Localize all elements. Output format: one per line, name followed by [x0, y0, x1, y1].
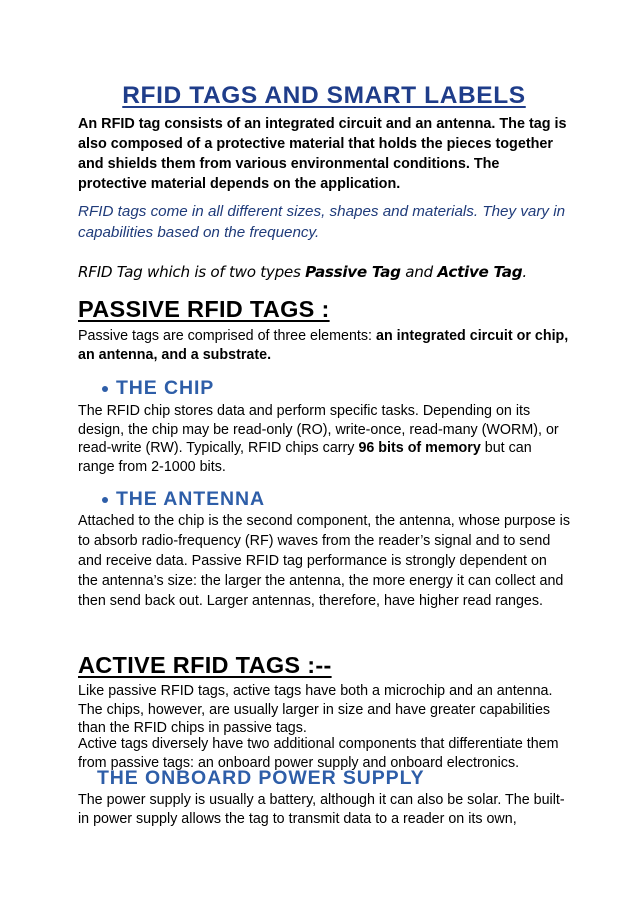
power-supply-paragraph: The power supply is usually a battery, although it can also be solar. The built-in power supply allows the tag to transmit data to a reader on its own, [78, 792, 565, 827]
types-middle: and [400, 263, 438, 281]
intro-paragraph: An RFID tag consists of an integrated circuit and an antenna. The tag is also composed of a protective material that holds the pieces together and shields them from various environmental conditions. The protective material depends on the application. [78, 116, 567, 192]
chip-text-1: The RFID chip stores data and perform specific tasks. Depending on its design, the chip may be read-only (RO), write-once, read-many (WORM), or read-write (RW). Typically, RFID chips carry [78, 403, 559, 456]
chip-text-2: but can range from 2-1000 bits. [78, 440, 532, 475]
types-active: Active Tag [437, 263, 523, 281]
chip-bullet-icon [102, 386, 108, 392]
passive-intro-bold: an integrated circuit or chip, an antenna, and a substrate. [78, 328, 569, 363]
passive-heading: PASSIVE RFID TAGS : [78, 296, 330, 322]
page-title: RFID TAGS AND SMART LABELS [122, 82, 526, 109]
passive-intro-plain: Passive tags are comprised of three elements: [78, 328, 376, 344]
active-paragraph-1: Like passive RFID tags, active tags have both a microchip and an antenna. The chips, however, are usually larger in size and have greater capabilities than the RFID chips in passive tags. [78, 683, 553, 736]
chip-paragraph [78, 402, 570, 476]
tag-types-line [78, 263, 568, 281]
active-heading: ACTIVE RFID TAGS :-- [78, 652, 332, 678]
passive-intro [78, 327, 570, 364]
types-suffix: . [522, 263, 527, 281]
chip-heading: THE CHIP [116, 377, 215, 399]
antenna-paragraph: Attached to the chip is the second component, the antenna, whose purpose is to absorb radio-frequency (RF) waves from the reader’s signal and to send and receive data. Passive RFID tag performance is strongly dependent on the antenna’s size: the larger the antenna, the more energy it can collect and then send back out. Larger antennas, therefore, have higher read ranges. [78, 513, 570, 609]
chip-text-bold: 96 bits of memory [358, 440, 481, 456]
italic-note: RFID tags come in all different sizes, shapes and materials. They vary in capabilities based on the frequency. [78, 203, 566, 241]
antenna-heading: THE ANTENNA [116, 488, 265, 510]
types-prefix: RFID Tag which is of two types [78, 263, 306, 281]
active-paragraph-2: Active tags diversely have two additional components that differentiate them from passive tags: an onboard power supply and onboard electronics. [78, 736, 559, 771]
types-passive: Passive Tag [305, 263, 401, 281]
antenna-bullet-icon [102, 497, 108, 503]
power-supply-heading: THE ONBOARD POWER SUPPLY [97, 767, 425, 789]
